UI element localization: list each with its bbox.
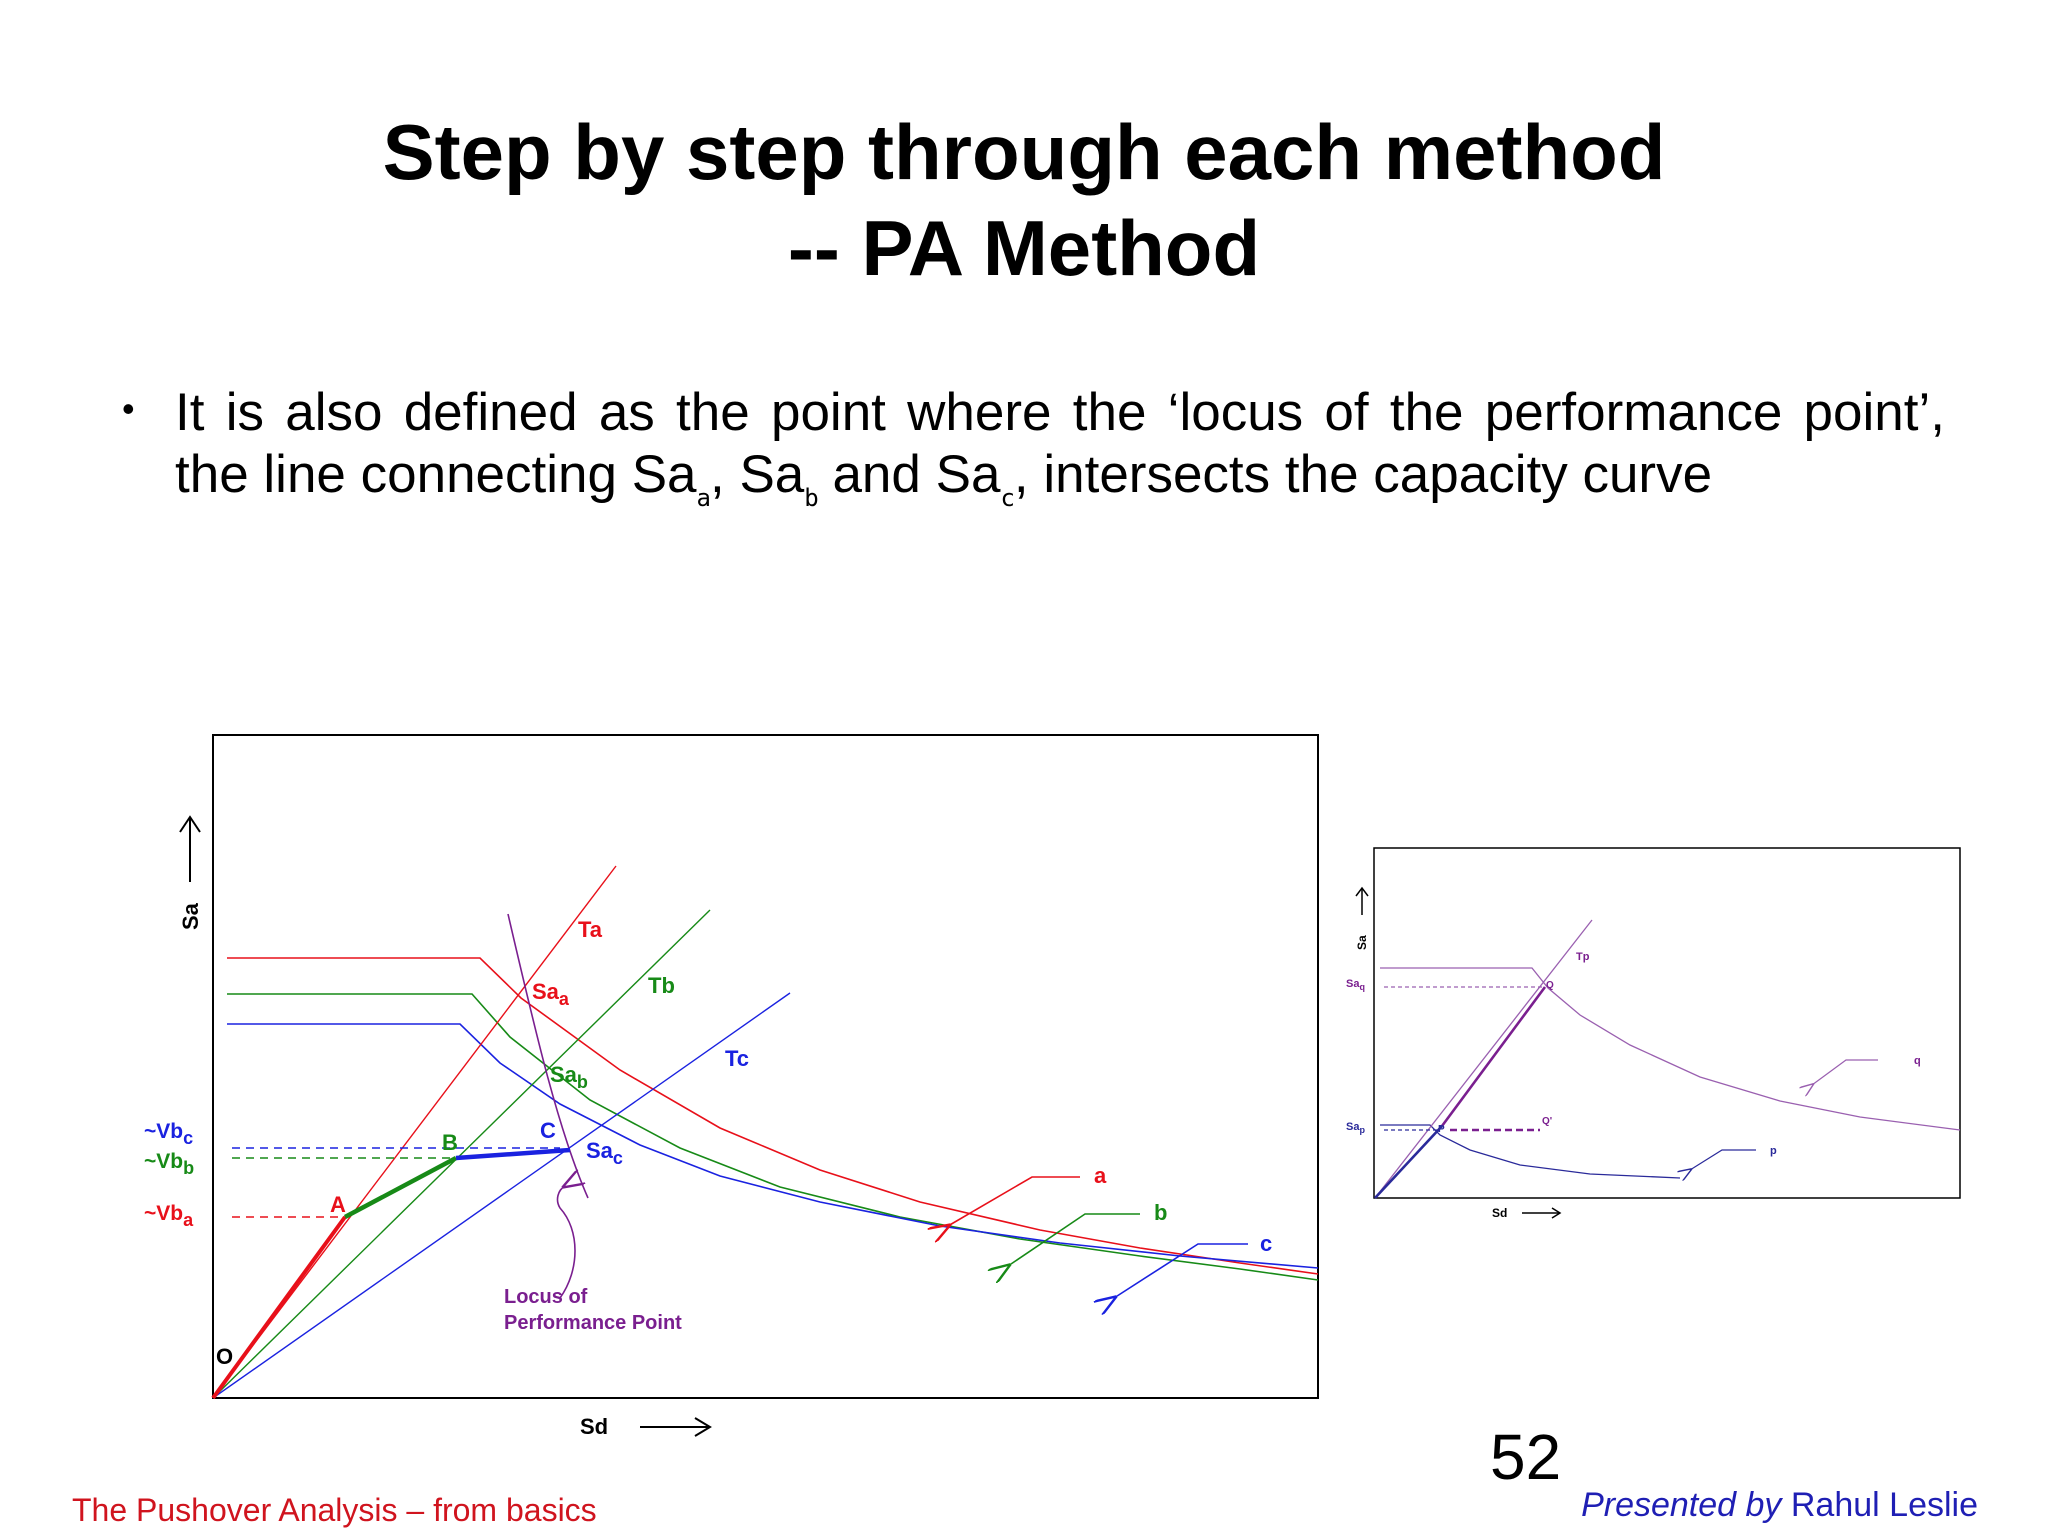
- bullet-text: [175, 382, 1945, 529]
- curve-label-c: c: [1260, 1231, 1273, 1256]
- right-sd-axis-label: Sd: [1492, 1206, 1508, 1220]
- point-q-prime: Q': [1542, 1116, 1553, 1127]
- subscript-b: b: [804, 484, 818, 512]
- right-sa-axis-label: Sa: [1355, 935, 1369, 950]
- bullet-icon: •: [122, 388, 135, 429]
- label-sa-q: $Sa_q$: [1346, 978, 1365, 992]
- label-vb-a: ~Vba: [144, 1202, 194, 1230]
- right-sd-axis-arrow: [1522, 1208, 1560, 1218]
- footer-presenter: [1581, 1486, 1978, 1525]
- curve-label-p: p: [1770, 1145, 1777, 1157]
- point-p: P: [1438, 1124, 1445, 1135]
- bullet-text-part-2: , Sa: [710, 445, 805, 504]
- bullet-text-part-4: , intersects the capacity curve: [1013, 445, 1713, 504]
- right-diagram: [1346, 848, 1960, 1220]
- locus-label-line-2: Performance Point: [504, 1312, 682, 1334]
- label-sa-c: $Sa_c$: [586, 1138, 623, 1168]
- subscript-c: c: [1000, 484, 1014, 512]
- left-diagram: [144, 735, 1318, 1439]
- pa-method-diagram: [140, 730, 2000, 1460]
- locus-label-line-1: Locus of: [504, 1286, 588, 1308]
- label-vb-c: ~Vbc: [144, 1120, 194, 1148]
- label-sa-p: $Sa_p$: [1346, 1121, 1365, 1135]
- label-tc: Tc: [725, 1046, 750, 1071]
- curve-label-q: q: [1914, 1055, 1921, 1067]
- label-vb-b: ~Vbb: [144, 1150, 195, 1178]
- sa-axis-label: Sa: [178, 903, 203, 930]
- label-sa-a: $Sa_a$: [532, 979, 569, 1009]
- footer-course-title: The Pushover Analysis – from basics: [72, 1492, 597, 1528]
- label-tb: Tb: [648, 973, 675, 998]
- left-diagram-frame: [213, 735, 1318, 1398]
- slide-title: [0, 104, 2048, 296]
- title-line-1: Step by step through each method: [382, 108, 1666, 196]
- sa-axis-arrow: [180, 817, 200, 882]
- right-sa-axis-arrow: [1356, 888, 1368, 915]
- page-number: 52: [1490, 1421, 1562, 1493]
- title-line-2: -- PA Method: [787, 204, 1261, 292]
- footer-author: Rahul Leslie: [1790, 1486, 1978, 1524]
- curve-label-a: a: [1094, 1163, 1107, 1188]
- label-tp: Tp: [1576, 951, 1590, 963]
- label-sa-b: $Sa_b$: [550, 1062, 588, 1092]
- bullet-text-part-1: It is also defined as the point where the ‘locus of the performance point’, the line connecting Sa: [175, 383, 1945, 504]
- label-ta: Ta: [578, 917, 603, 942]
- bullet-text-part-3: and Sa: [817, 445, 1001, 504]
- sd-axis-arrow: [640, 1418, 710, 1436]
- point-c: C: [540, 1118, 556, 1143]
- curve-label-b: b: [1154, 1200, 1168, 1225]
- point-b: B: [442, 1130, 458, 1155]
- sd-axis-label: Sd: [580, 1414, 609, 1439]
- point-q: Q: [1546, 980, 1554, 991]
- subscript-a: a: [696, 484, 710, 512]
- point-a: A: [330, 1192, 346, 1217]
- point-o: O: [216, 1344, 234, 1369]
- footer-presented-by: Presented by: [1581, 1486, 1782, 1524]
